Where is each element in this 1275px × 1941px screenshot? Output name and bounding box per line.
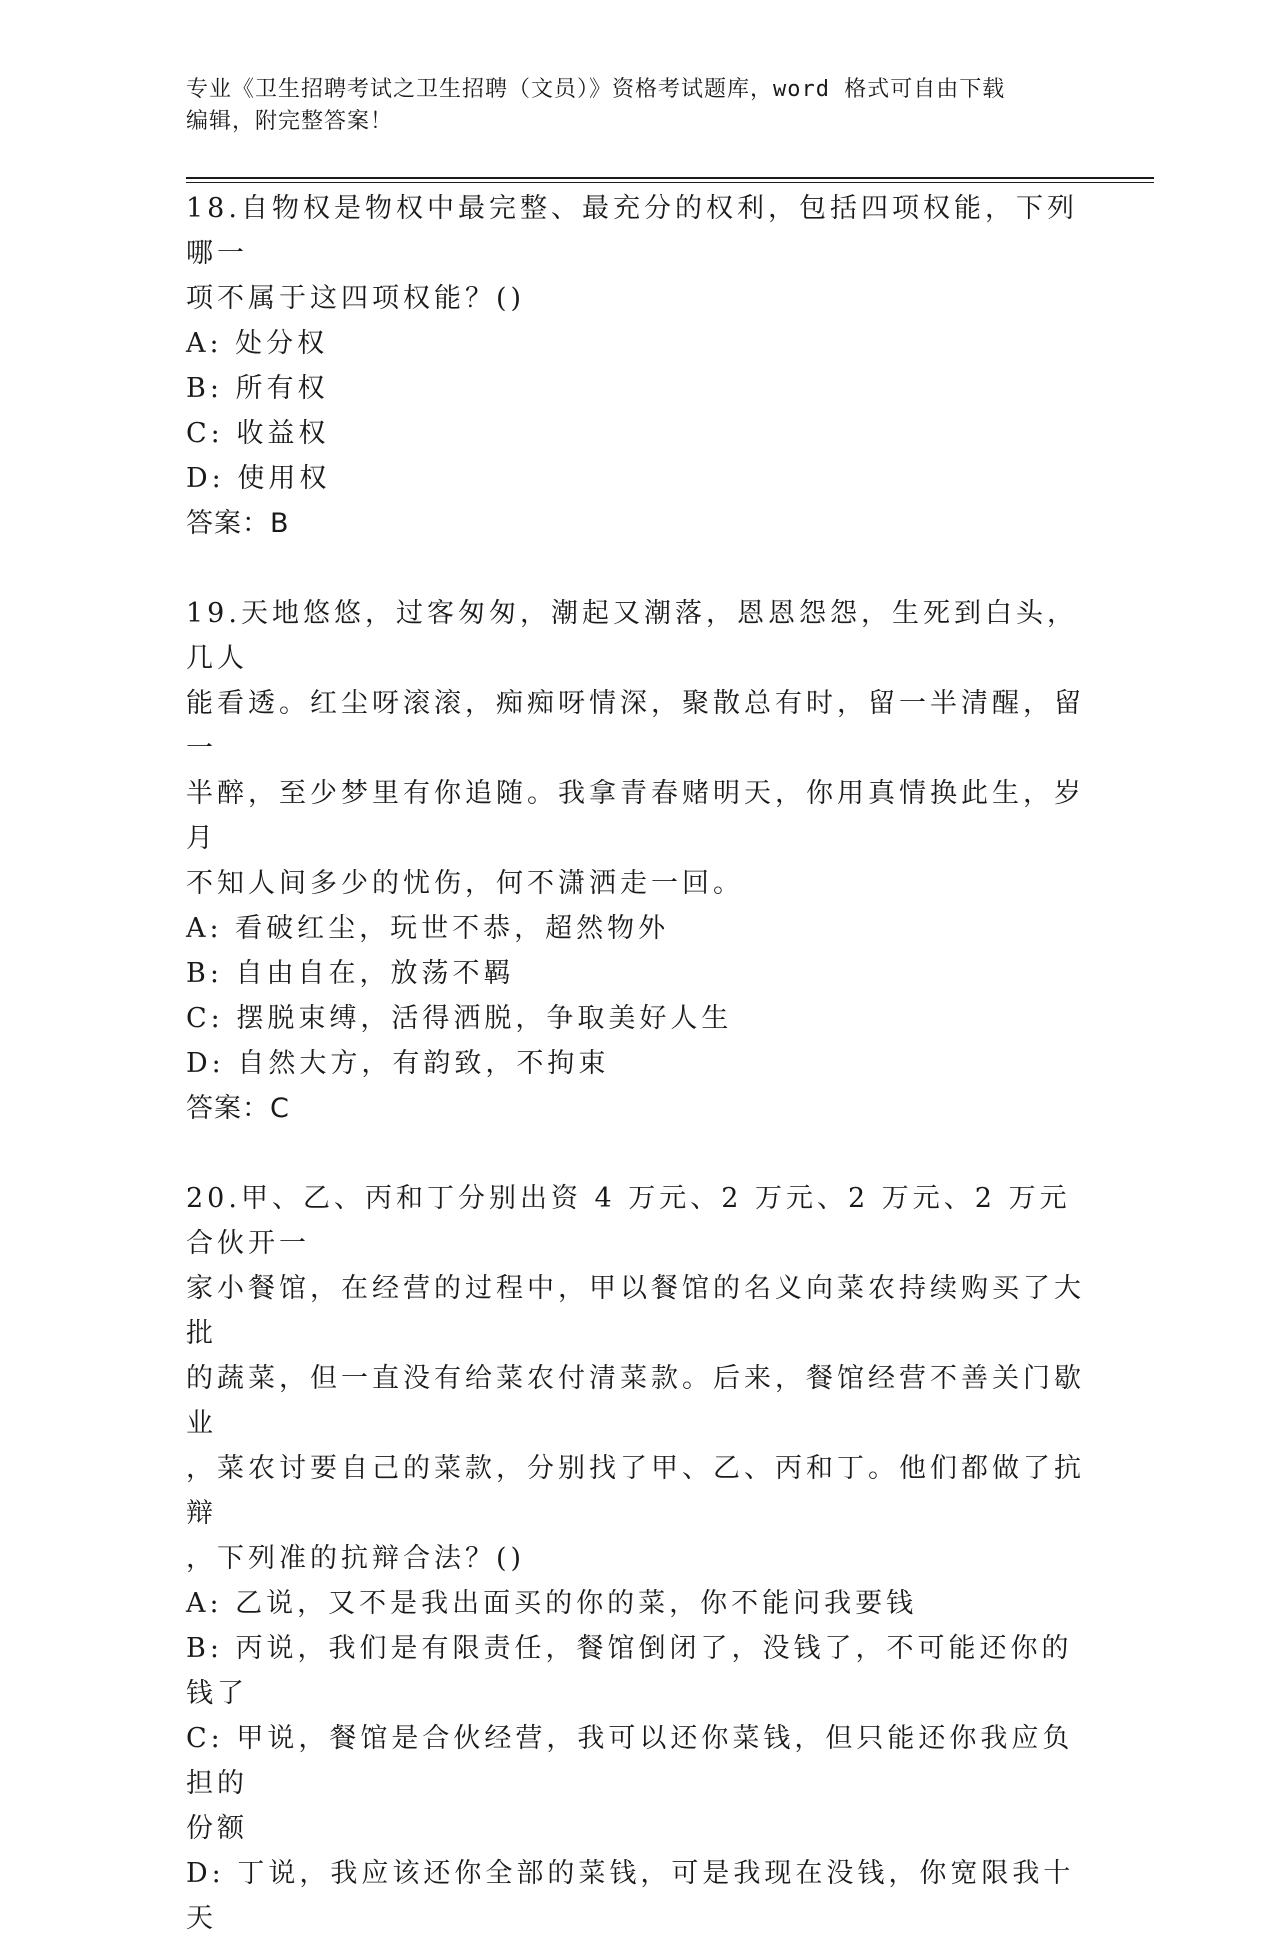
question-20 [186, 1176, 1086, 1941]
option-d: D: 自然大方，有韵致，不拘束 [186, 1048, 610, 1079]
option-b: B: 自由自在，放荡不羁 [186, 958, 515, 989]
header-divider-thick [186, 177, 1154, 179]
answer-line: 答案：B [186, 508, 290, 539]
question-text: 18.自物权是物权中最完整、最充分的权利，包括四项权能，下列哪一 项不属于这四项权能？() [186, 193, 1078, 314]
question-19 [186, 591, 1086, 1131]
header-divider-thin [186, 182, 1154, 183]
option-c: C: 摆脱束缚，活得洒脱，争取美好人生 [186, 1003, 733, 1034]
option-b: B: 所有权 [186, 373, 329, 404]
option-a: A: 乙说，又不是我出面买的你的菜，你不能问我要钱 [186, 1588, 918, 1619]
option-b: B: 丙说，我们是有限责任，餐馆倒闭了，没钱了，不可能还你的钱了 [186, 1633, 1073, 1709]
option-d: D: 丁说，我应该还你全部的菜钱，可是我现在没钱，你宽限我十天 [186, 1858, 1075, 1934]
question-spacer [186, 1131, 1086, 1176]
question-text: 19.天地悠悠，过客匆匆，潮起又潮落，恩恩怨怨，生死到白头，几人 能看透。红尘呀滚滚，痴痴呀情深，聚散总有时，留一半清醒，留一 半醉，至少梦里有你追随。我拿青春赌明天，你用真情换此生，岁月 不知人间多少的忧伤，何不潇洒走一回。 [186, 598, 1085, 899]
option-c: C: 收益权 [186, 418, 330, 449]
question-list [186, 186, 1086, 1941]
option-d: D: 使用权 [186, 463, 331, 494]
question-spacer [186, 546, 1086, 591]
question-18 [186, 186, 1086, 546]
question-text: 20.甲、乙、丙和丁分别出资 4 万元、2 万元、2 万元、2 万元合伙开一 家小餐馆，在经营的过程中，甲以餐馆的名义向菜农持续购买了大批 的蔬菜，但一直没有给菜农付清菜款。后来，餐馆经营不善关门歇业 ，菜农讨要自己的菜款，分别找了甲、乙、丙和丁。他们都做了抗辩 ，下列准的抗辩合法？() [186, 1183, 1085, 1574]
document-header: 专业《卫生招聘考试之卫生招聘（文员）》资格考试题库，word 格式可自由下载 编辑，附完整答案！ [186, 77, 1006, 134]
answer-line: 答案：C [186, 1093, 290, 1124]
option-a: A: 处分权 [186, 328, 329, 359]
option-a: A: 看破红尘，玩世不恭，超然物外 [186, 913, 670, 944]
option-c: C: 甲说，餐馆是合伙经营，我可以还你菜钱，但只能还你我应负担的 份额 [186, 1723, 1074, 1844]
